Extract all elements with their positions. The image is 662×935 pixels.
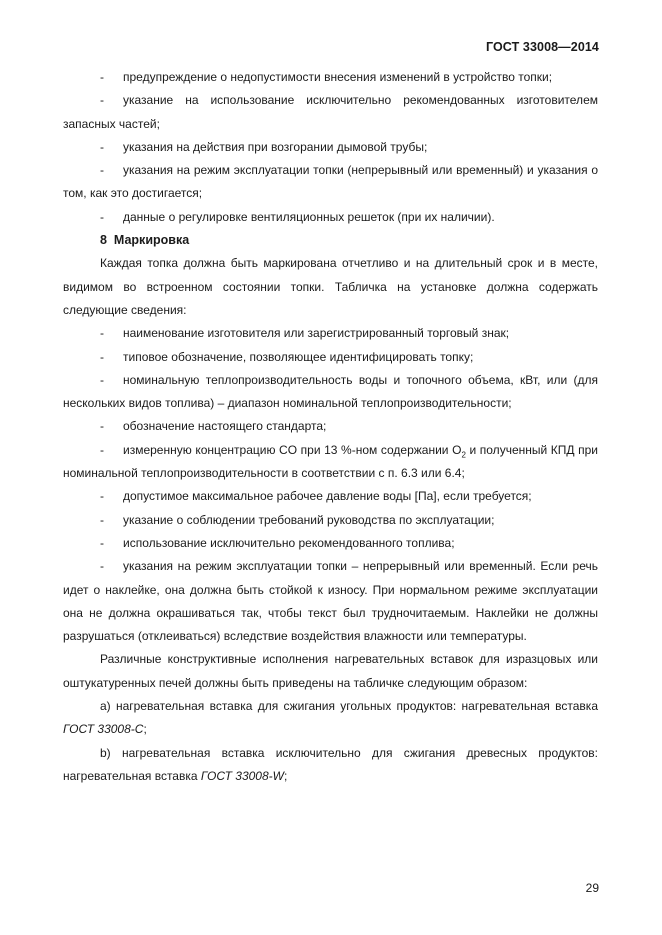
list-item: - типовое обозначение, позволяющее идентифицировать топку;	[100, 349, 474, 364]
list-item: - указания на режим эксплуатации топки (непрерывный или временный) и указания о том, как это достигается;	[63, 163, 598, 201]
list-item: - указания на действия при возгорании дымовой трубы;	[100, 139, 428, 154]
document-code-header: ГОСТ 33008—2014	[485, 40, 599, 54]
page-content	[63, 66, 598, 788]
list-item: - указание о соблюдении требований руководства по эксплуатации;	[100, 512, 495, 527]
list-item: - наименование изготовителя или зарегистрированный торговый знак;	[100, 326, 510, 341]
paragraph-constructive-variants: Различные конструктивные исполнения нагревательных вставок для изразцовых или оштукатуренных печей должны быть приведены на табличке следующим образом:	[63, 652, 598, 690]
list-item: - указание на использование исключительно рекомендованных изготовителем запасных частей;	[63, 93, 598, 131]
list-item-a: a) нагревательная вставка для сжигания угольных продуктов: нагревательная вставка ГОСТ 33008-С;	[63, 699, 598, 737]
list-item: - допустимое максимальное рабочее давление воды [Па], если требуется;	[100, 489, 532, 504]
list-item: - обозначение настоящего стандарта;	[100, 419, 327, 434]
list-item: - указания на режим эксплуатации топки – непрерывный или временный. Если речь идет о наклейке, она должна быть стойкой к износу. При нормальном режиме эксплуатации она не должна окрашиваться так, чтобы текст был трудночитаемым. Наклейки не должны разрушаться (отклеиваться) вследствие воздействия влажности или температуры.	[63, 559, 598, 644]
list-item: - предупреждение о недопустимости внесения изменений в устройство топки;	[100, 70, 553, 84]
list-item-b: b) нагревательная вставка исключительно для сжигания древесных продуктов: нагревательная вставка ГОСТ 33008-W;	[63, 745, 598, 783]
page-number: 29	[585, 881, 599, 895]
list-item-co-concentration: - измеренную концентрацию CO при 13 %-ном содержании $O_2$ и полученный КПД при номинальной теплопроизводительности в соответствии с п. 6.3 или 6.4;	[63, 442, 598, 481]
list-item: - данные о регулировке вентиляционных решеток (при их наличии).	[100, 209, 495, 224]
list-item: - использование исключительно рекомендованного топлива;	[100, 535, 455, 550]
section-heading: 8 Маркировка	[100, 233, 190, 248]
section-intro-paragraph: Каждая топка должна быть маркирована отчетливо и на длительный срок и в месте, видимом во встроенном состоянии топки. Табличка на установке должна содержать следующие сведения:	[63, 256, 598, 317]
list-item: - номинальную теплопроизводительность воды и топочного объема, кВт, или (для нескольких видов топлива) – диапазон номинальной теплопроизводительности;	[63, 372, 598, 411]
